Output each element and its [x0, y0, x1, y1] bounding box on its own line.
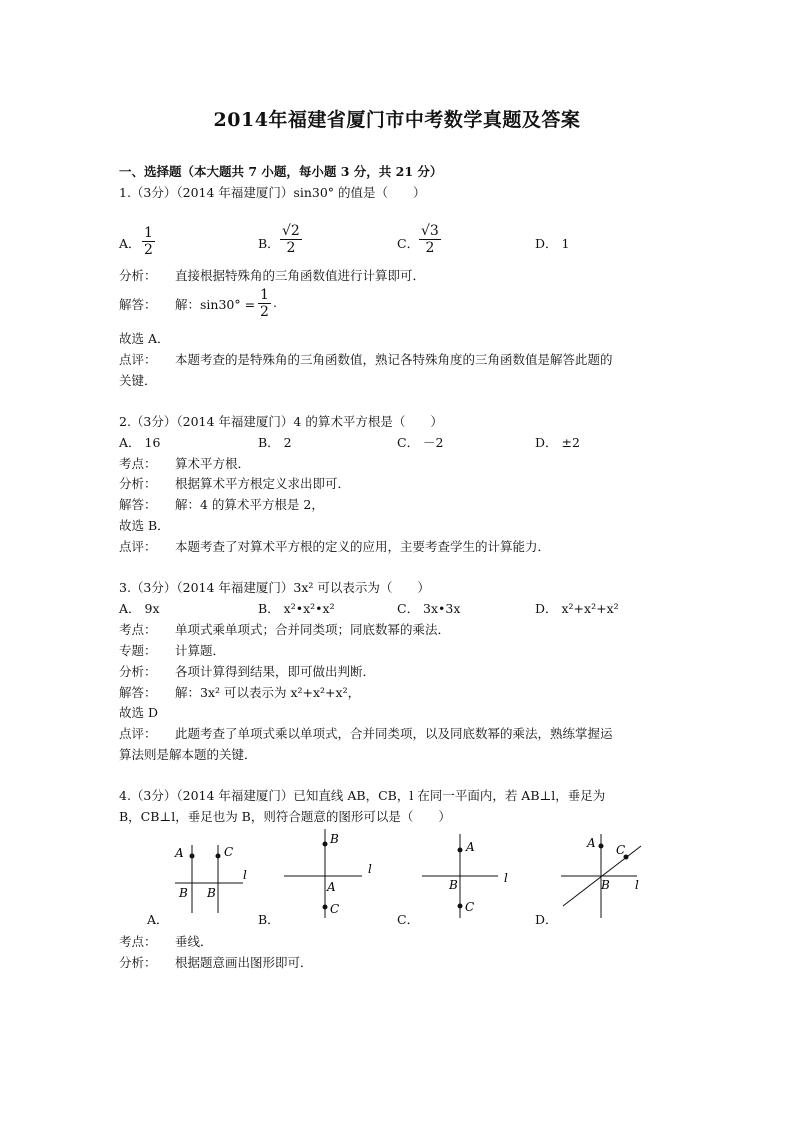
q3-option-d: D． x²+x²+x² — [535, 601, 619, 616]
q2-answer-text: 解：4 的算术平方根是 2， — [175, 497, 324, 512]
q1-answer — [119, 295, 255, 313]
q3-topic-label: 专题： — [119, 643, 157, 658]
point-c — [323, 905, 328, 910]
q1-stem: 1.（3分）（2014 年福建厦门）sin30° 的值是（ ） — [119, 185, 426, 200]
point-b — [323, 842, 328, 847]
q4-figure-a — [165, 835, 255, 915]
q2-option-c: C． －2 — [397, 435, 444, 450]
q2-comment-label: 点评： — [119, 539, 157, 554]
label-a: A — [587, 836, 596, 850]
q1-option-b-numerator: √2 — [282, 223, 300, 239]
q2-comment — [119, 537, 550, 555]
q1-choice: 故选 A． — [119, 331, 170, 346]
q4-figure-d — [555, 830, 655, 922]
point-a — [190, 854, 195, 859]
label-c: C — [330, 902, 340, 916]
q2-answer — [119, 495, 324, 513]
label-l: l — [635, 878, 639, 892]
q4-point-label: 考点： — [119, 934, 157, 949]
q1-option-b-fraction — [280, 224, 302, 255]
q1-option-b-denominator: 2 — [286, 240, 296, 256]
point-c — [216, 854, 221, 859]
q2-comment-text: 本题考查了对算术平方根的定义的应用，主要考查学生的计算能力． — [175, 539, 551, 554]
q2-analysis-label: 分析： — [119, 476, 157, 491]
q4-stem: 4.（3分）（2014 年福建厦门）已知直线 AB，CB，l 在同一平面内，若 AB⊥l，垂足为 — [119, 788, 606, 803]
q1-option-a-denominator: 2 — [144, 242, 153, 258]
page-title: 2014年福建省厦门市中考数学真题及答案 — [213, 109, 581, 131]
q3-point-label: 考点： — [119, 622, 157, 637]
q1-comment-text: 本题考查的是特殊角的三角函数值，熟记各特殊角度的三角函数值是解答此题的 — [175, 352, 613, 367]
q1-option-a-label: A． — [119, 236, 141, 251]
q2-stem: 2.（3分）（2014 年福建厦门）4 的算术平方根是（ ） — [119, 414, 443, 429]
q3-option-a: A． 9x — [119, 601, 160, 616]
q3-option-c: C． 3x•3x — [397, 601, 461, 616]
q1-answer-numerator: 1 — [260, 287, 269, 303]
q3-comment-text: 此题考查了单项式乘以单项式，合并同类项，以及同底数幂的乘法，熟练掌握运 — [175, 726, 613, 741]
q1-answer-denominator: 2 — [260, 304, 269, 320]
label-l: l — [504, 871, 508, 885]
q3-comment-label: 点评： — [119, 726, 157, 741]
q2-point-label: 考点： — [119, 456, 157, 471]
q3-analysis-label: 分析： — [119, 664, 157, 679]
q1-option-d: D． 1 — [535, 236, 570, 251]
q3-analysis — [119, 662, 375, 680]
label-b: B — [449, 878, 458, 892]
q2-option-b: B． 2 — [258, 435, 292, 450]
q4-option-d: D． — [535, 912, 558, 927]
q1-comment — [119, 350, 613, 368]
q2-choice: 故选 B． — [119, 518, 170, 533]
label-a: A — [466, 840, 475, 854]
q2-option-a: A． 16 — [119, 435, 161, 450]
q3-topic-text: 计算题． — [175, 643, 226, 658]
q2-option-d: D． ±2 — [535, 435, 580, 450]
q4-option-c: C． — [397, 912, 420, 927]
q3-comment-cont: 算法则是解本题的关键． — [119, 747, 257, 762]
label-l: l — [243, 868, 247, 882]
point-c — [458, 904, 463, 909]
label-b1: B — [179, 886, 188, 900]
q1-option-b-label: B． — [258, 236, 280, 251]
q4-point — [119, 932, 213, 950]
q1-option-c-numerator: √3 — [421, 223, 439, 239]
q1-option-a-numerator: 1 — [144, 225, 153, 241]
q3-topic — [119, 641, 225, 659]
q2-point — [119, 454, 250, 472]
q4-stem-cont: B，CB⊥l，垂足也为 B，则符合题意的图形可以是（ ） — [119, 809, 451, 824]
q1-analysis-text: 直接根据特殊角的三角函数值进行计算即可． — [175, 268, 426, 283]
label-l: l — [368, 862, 372, 876]
q1-option-c-fraction — [419, 224, 441, 255]
q1-answer-fraction — [258, 288, 271, 319]
q2-point-text: 算术平方根． — [175, 456, 251, 471]
label-b2: B — [207, 886, 216, 900]
q3-stem: 3.（3分）（2014 年福建厦门）3x² 可以表示为（ ） — [119, 580, 430, 595]
q3-analysis-text: 各项计算得到结果，即可做出判断． — [175, 664, 376, 679]
q3-answer-text: 解：3x² 可以表示为 x²+x²+x²， — [175, 685, 361, 700]
q1-option-c-label: C． — [397, 236, 420, 251]
q4-figure-c — [418, 830, 513, 922]
q3-option-b: B． x²•x²•x² — [258, 601, 335, 616]
label-b: B — [601, 878, 610, 892]
q2-analysis-text: 根据算术平方根定义求出即可． — [175, 476, 351, 491]
q4-analysis-label: 分析： — [119, 955, 157, 970]
q1-analysis-label: 分析： — [119, 268, 157, 283]
label-c: C — [224, 845, 234, 859]
q4-point-text: 垂线． — [175, 934, 213, 949]
q4-option-b: B． — [258, 912, 280, 927]
q4-analysis — [119, 953, 313, 971]
q3-answer — [119, 683, 360, 701]
q3-answer-label: 解答： — [119, 685, 157, 700]
label-b: B — [330, 832, 339, 846]
point-a — [599, 844, 604, 849]
label-a: A — [175, 846, 184, 860]
label-c: C — [616, 843, 626, 857]
q1-comment-cont: 关键． — [119, 373, 157, 388]
q1-option-c-denominator: 2 — [425, 240, 435, 256]
q4-figure-b — [280, 825, 380, 920]
q1-option-a-fraction — [142, 226, 155, 257]
section-heading: 一、选择题（本大题共 7 小题，每小题 3 分，共 21 分） — [119, 164, 443, 179]
q2-answer-label: 解答： — [119, 497, 157, 512]
label-a: A — [327, 880, 336, 894]
q2-analysis — [119, 474, 350, 492]
q3-point-text: 单项式乘单项式；合并同类项；同底数幂的乘法． — [175, 622, 451, 637]
q1-analysis — [119, 266, 425, 284]
q1-answer-text: 解：sin30° = — [175, 297, 256, 312]
q3-choice: 故选 D — [119, 705, 158, 720]
q1-comment-label: 点评： — [119, 352, 157, 367]
q1-answer-label: 解答： — [119, 297, 157, 312]
q3-point — [119, 620, 450, 638]
point-a — [458, 848, 463, 853]
label-c: C — [465, 900, 475, 914]
q3-comment — [119, 724, 613, 742]
q4-analysis-text: 根据题意画出图形即可． — [175, 955, 313, 970]
q4-option-a: A． — [147, 912, 169, 927]
q1-answer-period: . — [273, 295, 277, 310]
